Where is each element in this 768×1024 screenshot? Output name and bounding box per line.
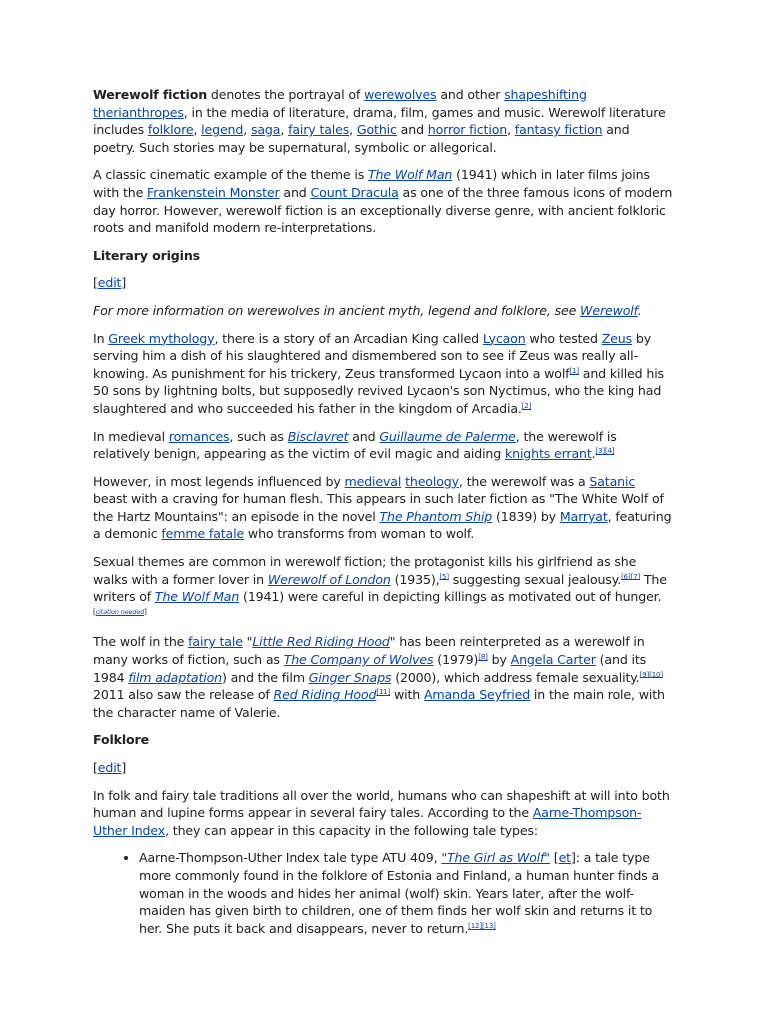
text-run: and bbox=[348, 428, 380, 444]
wiki-link[interactable]: Greek mythology bbox=[108, 330, 215, 346]
text-run: ]: a tale type more commonly found in the folklore of Estonia and Finland, a human hunter finds a woman in the woods and hides her animal (wolf) skin. Years later, after the wolf-maiden has given birth to children, one of them finds her wolf skin and returns it to her. She puts it back and disappears, never to return. bbox=[139, 850, 660, 936]
wiki-link[interactable]: medieval bbox=[344, 473, 402, 489]
text-run: as one of the three famous icons of modern day horror. However, werewolf fiction is an exceptionally diverse genre, with ancient folkloric roots and manifold modern re-interpretations. bbox=[93, 184, 673, 236]
wiki-link[interactable]: fairy tale bbox=[188, 634, 243, 650]
citation bbox=[482, 922, 496, 930]
text-run: denotes the portrayal of bbox=[207, 87, 365, 102]
citation-link[interactable]: [7] bbox=[630, 572, 641, 581]
citation-link[interactable]: [8] bbox=[478, 652, 488, 661]
text-run: (1979) bbox=[433, 652, 479, 668]
citation bbox=[478, 653, 487, 661]
citation-link[interactable]: [11] bbox=[376, 688, 391, 697]
text-run: , bbox=[243, 122, 251, 138]
citation bbox=[468, 922, 482, 930]
text-run: (1935), bbox=[390, 571, 440, 587]
wiki-link[interactable]: Count Dracula bbox=[310, 184, 399, 200]
text-run: and other bbox=[436, 87, 505, 102]
citation-link[interactable]: [6] bbox=[621, 572, 631, 581]
citation-link[interactable]: [10] bbox=[649, 670, 663, 679]
text-run: suggesting sexual jealousy. bbox=[448, 571, 622, 587]
wiki-link[interactable]: Guillaume de Palerme bbox=[379, 428, 516, 444]
wiki-link[interactable]: Werewolf of London bbox=[267, 571, 391, 587]
text-run: and killed his 50 sons by lightning bolts, but supposedly revived Lycaon's son Nyctimus, who the king had slaughtered and who succeeded his father in the kingdom of Arcadia. bbox=[93, 365, 664, 416]
wiki-link[interactable]: Werewolf bbox=[580, 302, 638, 318]
citation-link[interactable]: [1] bbox=[569, 366, 579, 375]
text-run: ) and the film bbox=[221, 669, 309, 685]
text-run: Aarne-Thompson-Uther Index tale type ATU 409, bbox=[139, 850, 442, 866]
literary-paragraph-5 bbox=[93, 633, 673, 721]
text-run: " has been reinterpreted as a werewolf in many works of fiction, such as bbox=[93, 634, 645, 668]
edit-section-folklore bbox=[93, 759, 673, 777]
citation bbox=[631, 572, 640, 580]
wiki-link[interactable]: Amanda Seyfried bbox=[423, 687, 531, 703]
wiki-link[interactable]: horror fiction bbox=[427, 122, 508, 138]
text-run: , bbox=[193, 122, 202, 138]
wiki-link[interactable]: werewolves bbox=[364, 87, 437, 102]
citation bbox=[439, 572, 448, 580]
wiki-link[interactable]: Little Red Riding Hood bbox=[252, 634, 390, 650]
text-run: and bbox=[279, 184, 311, 200]
citation bbox=[376, 688, 390, 696]
citation-link[interactable]: [9] bbox=[639, 670, 650, 679]
text-run: , in the media of literature, drama, film, games and music. Werewolf literature includes bbox=[93, 104, 666, 138]
text-run: who tested bbox=[525, 330, 602, 346]
text-run: who transforms from woman to wolf. bbox=[244, 526, 475, 542]
citation-link[interactable]: [4] bbox=[604, 446, 615, 455]
literary-paragraph-2 bbox=[93, 428, 673, 463]
italic-text: For more information on werewolves in ancient myth, legend and folklore, see bbox=[93, 302, 581, 318]
citation-link[interactable]: [12] bbox=[468, 921, 482, 930]
literary-paragraph-1 bbox=[93, 330, 673, 418]
text-run: The writers of bbox=[93, 571, 667, 605]
edit-link-folklore[interactable]: edit bbox=[97, 760, 122, 775]
wiki-link[interactable]: fairy tales bbox=[288, 122, 350, 138]
citation-needed: [citation needed] bbox=[93, 607, 147, 616]
citation bbox=[596, 447, 605, 455]
text-run: [ bbox=[549, 850, 559, 866]
text-run: Sexual themes are common in werewolf fiction; the protagonist kills his girlfriend as she walks with a former lover in bbox=[93, 554, 637, 587]
wiki-link[interactable]: legend bbox=[201, 122, 244, 138]
text-run: , the werewolf is relatively benign, appearing as the victim of evil magic and aiding bbox=[93, 428, 617, 462]
wiki-link[interactable]: Lycaon bbox=[482, 330, 526, 346]
text-run: (2000), which address female sexuality. bbox=[391, 669, 640, 685]
wiki-link[interactable]: Gothic bbox=[356, 122, 397, 138]
wiki-link[interactable]: Red Riding Hood bbox=[273, 687, 377, 703]
edit-bracket-close: ] bbox=[121, 275, 127, 291]
section-heading-literary-origins: Literary origins bbox=[93, 247, 200, 263]
text-run: In bbox=[93, 330, 109, 346]
text-run: " bbox=[242, 634, 253, 650]
text-run: by bbox=[487, 652, 511, 668]
edit-bracket-close: ] bbox=[121, 760, 127, 775]
wiki-link[interactable]: romances bbox=[168, 428, 230, 444]
text-run: , such as bbox=[229, 428, 288, 444]
wiki-link[interactable]: The Wolf Man bbox=[154, 589, 240, 605]
literary-paragraph-3 bbox=[93, 473, 673, 543]
citation-link[interactable]: [2] bbox=[521, 401, 532, 410]
wiki-link[interactable]: "The Girl as Wolf" bbox=[441, 850, 550, 866]
wiki-link[interactable]: Frankenstein Monster bbox=[147, 184, 280, 200]
intro-paragraph-2 bbox=[93, 166, 673, 236]
edit-bracket-open: [ bbox=[93, 760, 98, 775]
edit-bracket-open: [ bbox=[93, 275, 98, 291]
wiki-link[interactable]: film adaptation bbox=[128, 669, 222, 685]
text-run: (1941) were careful in depicting killings as motivated out of hunger. bbox=[239, 589, 662, 605]
text-run: However, in most legends influenced by bbox=[93, 473, 345, 489]
wiki-link[interactable]: The Phantom Ship bbox=[379, 508, 493, 524]
section-heading-folklore: Folklore bbox=[93, 732, 149, 748]
tale-type-list bbox=[93, 849, 673, 937]
text-run: In medieval bbox=[93, 428, 169, 444]
wiki-link[interactable]: Ginger Snaps bbox=[308, 669, 392, 685]
text-run: with bbox=[390, 687, 424, 703]
wiki-link[interactable]: et bbox=[558, 850, 571, 866]
wiki-link[interactable]: knights errant bbox=[504, 446, 592, 462]
citation bbox=[569, 367, 578, 375]
wiki-link[interactable]: The Wolf Man bbox=[367, 167, 453, 183]
citation bbox=[605, 447, 614, 455]
wiki-link[interactable]: shapeshifting therianthropes bbox=[93, 87, 587, 120]
text-run: (1839) by bbox=[492, 508, 560, 524]
text-run: , bbox=[280, 122, 289, 138]
text-run: and bbox=[396, 122, 428, 138]
wiki-link[interactable]: femme fatale bbox=[161, 526, 245, 542]
wiki-link[interactable]: theology bbox=[405, 473, 459, 489]
text-run: , bbox=[507, 122, 515, 138]
text-run: beast with a craving for human flesh. This appears in such later fiction as "The White Wolf of the Hartz Mountains": an episode in the novel bbox=[93, 491, 664, 524]
text-run: A classic cinematic example of the theme is bbox=[93, 167, 368, 183]
text-run: 2011 also saw the release of bbox=[93, 687, 274, 703]
wiki-link[interactable]: fantasy fiction bbox=[514, 122, 603, 138]
text-run: The wolf in the bbox=[93, 634, 189, 650]
text-run: In folk and fairy tale traditions all over the world, humans who can shapeshift at will into both human and lupine forms appear in several fairy tales. According to the bbox=[93, 787, 670, 821]
intro-paragraph-1 bbox=[93, 86, 673, 156]
citation bbox=[649, 670, 663, 678]
citation bbox=[640, 670, 649, 678]
edit-link-literary[interactable]: edit bbox=[97, 275, 122, 291]
text-run: . bbox=[591, 446, 596, 462]
text-run: , bbox=[349, 122, 357, 138]
citation-link[interactable]: [5] bbox=[439, 572, 449, 581]
citation bbox=[621, 572, 630, 580]
citation-link[interactable]: [3] bbox=[595, 446, 605, 455]
text-run: by serving him a dish of his slaughtered and dismembered son to see if Zeus was really all-knowing. As punishment for his trickery, Zeus transformed Lycaon into a wolf bbox=[93, 330, 652, 381]
wiki-link[interactable]: saga bbox=[250, 122, 281, 138]
wiki-link[interactable]: Marryat bbox=[559, 508, 608, 524]
wiki-link[interactable]: Aarne-Thompson-Uther Index bbox=[93, 805, 642, 838]
text-run: (1941) which in later films joins with the bbox=[93, 167, 650, 200]
folklore-paragraph-1 bbox=[93, 787, 673, 840]
citation bbox=[522, 402, 531, 410]
edit-section-literary bbox=[93, 274, 673, 292]
article-body bbox=[93, 86, 673, 937]
text-run: , featuring a demonic bbox=[93, 508, 672, 542]
text-run: , there is a story of an Arcadian King called bbox=[214, 330, 483, 346]
text-run: , the werewolf was a bbox=[458, 473, 590, 489]
wiki-link[interactable]: The Company of Wolves bbox=[283, 652, 434, 668]
tale-type-list-item bbox=[139, 849, 673, 937]
text-run: , they can appear in this capacity in the following tale types: bbox=[165, 822, 539, 838]
literary-paragraph-4 bbox=[93, 553, 673, 623]
text-run: and poetry. Such stories may be supernatural, symbolic or allegorical. bbox=[93, 122, 630, 155]
article-subject: Werewolf fiction bbox=[93, 87, 208, 102]
text-run: (and its 1984 bbox=[93, 652, 647, 685]
wiki-link[interactable]: Bisclavret bbox=[287, 428, 349, 444]
hatnote bbox=[93, 302, 673, 320]
italic-text: . bbox=[637, 302, 642, 318]
wiki-link[interactable]: Satanic bbox=[589, 473, 636, 489]
citation-link[interactable]: [13] bbox=[481, 921, 496, 930]
wiki-link[interactable]: Zeus bbox=[601, 330, 633, 346]
wiki-link[interactable]: Angela Carter bbox=[510, 652, 596, 668]
wiki-link[interactable]: folklore bbox=[147, 122, 194, 138]
text-run: in the main role, with the character name of Valerie. bbox=[93, 687, 665, 720]
citation-needed-link[interactable]: citation needed bbox=[95, 607, 145, 616]
